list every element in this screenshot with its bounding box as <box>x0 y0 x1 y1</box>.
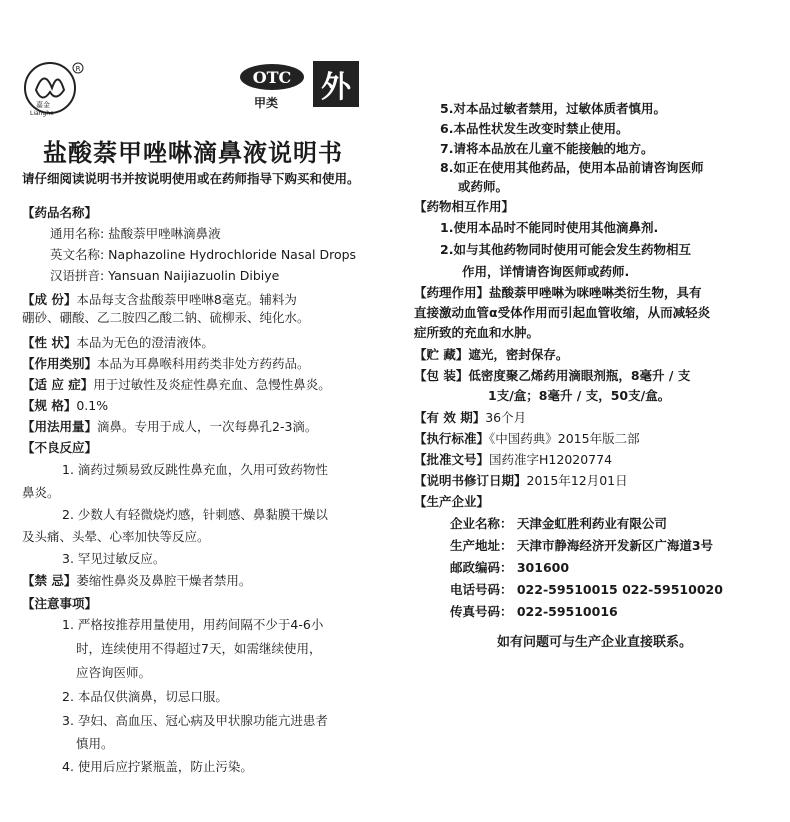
adverse-item-3: 3. 罕见过敏反应。 <box>62 551 166 566</box>
usage-row <box>22 418 317 436</box>
validity-text: 36个月 <box>485 410 527 425</box>
notes-item-3b: 慎用。 <box>76 736 114 751</box>
maker-fax: 传真号码： 022-59510016 <box>450 604 618 619</box>
ingredients-line-1 <box>22 291 297 309</box>
maker-address: 生产地址： 天津市静海经济开发新区广海道3号 <box>450 538 714 553</box>
notes-item-3a: 3. 孕妇、高血压、冠心病及甲状腺功能亢进患者 <box>62 713 328 728</box>
usage-label: 【用法用量】 <box>22 419 98 434</box>
notes-item-4: 4. 使用后应拧紧瓶盖，防止污染。 <box>62 759 253 774</box>
adverse-item-2b: 及头痛、头晕、心率加快等反应。 <box>22 529 210 544</box>
logo-subtext: Lianghe <box>30 110 54 117</box>
notes-item-7: 7.请将本品放在儿童不能接触的地方。 <box>440 141 654 156</box>
properties-text: 本品为无色的澄清液体。 <box>76 335 214 350</box>
adverse-label: 【不良反应】 <box>22 440 98 455</box>
notes-item-8a: 8.如正在使用其他药品，使用本品前请咨询医师 <box>440 160 704 175</box>
standard-row <box>414 430 640 448</box>
ingredients-line-2: 硼砂、硼酸、乙二胺四乙酸二钠、硫柳汞、纯化水。 <box>22 310 310 325</box>
revision-row <box>414 472 628 490</box>
category-row <box>22 355 310 373</box>
notes-item-1b: 时，连续使用不得超过7天，如需继续使用， <box>76 641 322 656</box>
category-label: 【作用类别】 <box>22 356 98 371</box>
revision-label: 【说明书修订日期】 <box>414 473 527 488</box>
approval-row <box>414 451 612 469</box>
interaction-item-1: 1.使用本品时不能同时使用其他滴鼻剂. <box>440 220 659 235</box>
document-title: 盐酸萘甲唑啉滴鼻液说明书 <box>43 139 343 167</box>
validity-label: 【有 效 期】 <box>414 410 486 425</box>
notes-item-1c: 应咨询医师。 <box>76 665 152 680</box>
english-name: 英文名称: Naphazoline Hydrochloride Nasal Drops <box>50 247 357 262</box>
otc-badge: OTC <box>240 64 304 90</box>
interaction-label: 【药物相互作用】 <box>414 199 515 214</box>
logo-text: 嘉金 <box>36 101 50 109</box>
ingredients-label: 【成 份】 <box>22 292 77 307</box>
indications-label: 【适 应 症】 <box>22 377 94 392</box>
storage-label: 【贮 藏】 <box>414 347 469 362</box>
svg-text:R: R <box>75 65 81 73</box>
approval-label: 【批准文号】 <box>414 452 490 467</box>
package-row <box>414 367 690 385</box>
otc-class-label: 甲类 <box>254 96 279 110</box>
notes-label: 【注意事项】 <box>22 596 98 611</box>
maker-phone: 电话号码： 022-59510015 022-59510020 <box>450 582 723 597</box>
spec-text: 0.1% <box>76 398 109 413</box>
package-text-2: 1支/盒；8毫升 / 支，50支/盒。 <box>488 388 671 403</box>
pharm-text-3: 症所致的充血和水肿。 <box>414 325 540 340</box>
storage-row <box>414 346 568 364</box>
maker-name: 企业名称： 天津金虹胜利药业有限公司 <box>450 516 667 531</box>
standard-text: 《中国药典》2015年版二部 <box>489 431 640 446</box>
pharm-text-1: 盐酸萘甲唑啉为咪唑啉类衍生物，具有 <box>489 285 702 300</box>
pinyin-name: 汉语拼音: Yansuan Naijiazuolin Dibiye <box>50 268 280 283</box>
drug-name-label: 【药品名称】 <box>22 205 98 220</box>
external-use-mark: 外 <box>313 61 359 107</box>
contra-text: 萎缩性鼻炎及鼻腔干燥者禁用。 <box>76 573 252 588</box>
document-subtitle: 请仔细阅读说明书并按说明使用或在药师指导下购买和使用。 <box>22 171 360 186</box>
properties-row <box>22 334 214 352</box>
notes-item-1a: 1. 严格按推荐用量使用，用药间隔不少于4-6小 <box>62 617 324 632</box>
package-text-1: 低密度聚乙烯药用滴眼剂瓶，8毫升 / 支 <box>468 368 691 383</box>
properties-label: 【性 状】 <box>22 335 77 350</box>
adverse-item-2a: 2. 少数人有轻微烧灼感，针刺感、鼻黏膜干燥以 <box>62 507 328 522</box>
adverse-item-1b: 鼻炎。 <box>22 485 60 500</box>
pharm-row <box>414 284 702 302</box>
company-logo <box>22 60 88 120</box>
maker-zip: 邮政编码： 301600 <box>450 560 570 575</box>
pharm-text-2: 直接激动血管α受体作用而引起血管收缩，从而减轻炎 <box>414 305 711 320</box>
notes-item-6: 6.本品性状发生改变时禁止使用。 <box>440 121 629 136</box>
notes-item-8b: 或药师。 <box>458 179 509 194</box>
footer-contact-note: 如有问题可与生产企业直接联系。 <box>497 635 693 650</box>
usage-text: 滴鼻。专用于成人，一次每鼻孔2-3滴。 <box>97 419 318 434</box>
notes-item-5: 5.对本品过敏者禁用，过敏体质者慎用。 <box>440 101 666 116</box>
indications-row <box>22 376 331 394</box>
pharm-label: 【药理作用】 <box>414 285 490 300</box>
maker-label: 【生产企业】 <box>414 494 490 509</box>
adverse-item-1a: 1. 滴药过频易致反跳性鼻充血，久用可致药物性 <box>62 462 328 477</box>
standard-label: 【执行标准】 <box>414 431 490 446</box>
contra-label: 【禁 忌】 <box>22 573 77 588</box>
storage-text: 遮光，密封保存。 <box>468 347 569 362</box>
category-text: 本品为耳鼻喉科用药类非处方药药品。 <box>97 356 310 371</box>
spec-row <box>22 397 108 415</box>
notes-item-2: 2. 本品仅供滴鼻，切忌口服。 <box>62 689 228 704</box>
contra-row <box>22 572 251 590</box>
common-name: 通用名称: 盐酸萘甲唑啉滴鼻液 <box>50 226 221 241</box>
ingredients-text: 本品每支含盐酸萘甲唑啉8毫克。辅料为 <box>76 292 297 307</box>
package-label: 【包 装】 <box>414 368 469 383</box>
interaction-item-2b: 作用，详情请咨询医师或药师. <box>462 264 630 279</box>
approval-text: 国药准字H12020774 <box>489 452 613 467</box>
interaction-item-2a: 2.如与其他药物同时使用可能会发生药物相互 <box>440 242 691 257</box>
spec-label: 【规 格】 <box>22 398 77 413</box>
validity-row <box>414 409 526 427</box>
indications-text: 用于过敏性及炎症性鼻充血、急慢性鼻炎。 <box>93 377 331 392</box>
revision-text: 2015年12月01日 <box>526 473 628 488</box>
